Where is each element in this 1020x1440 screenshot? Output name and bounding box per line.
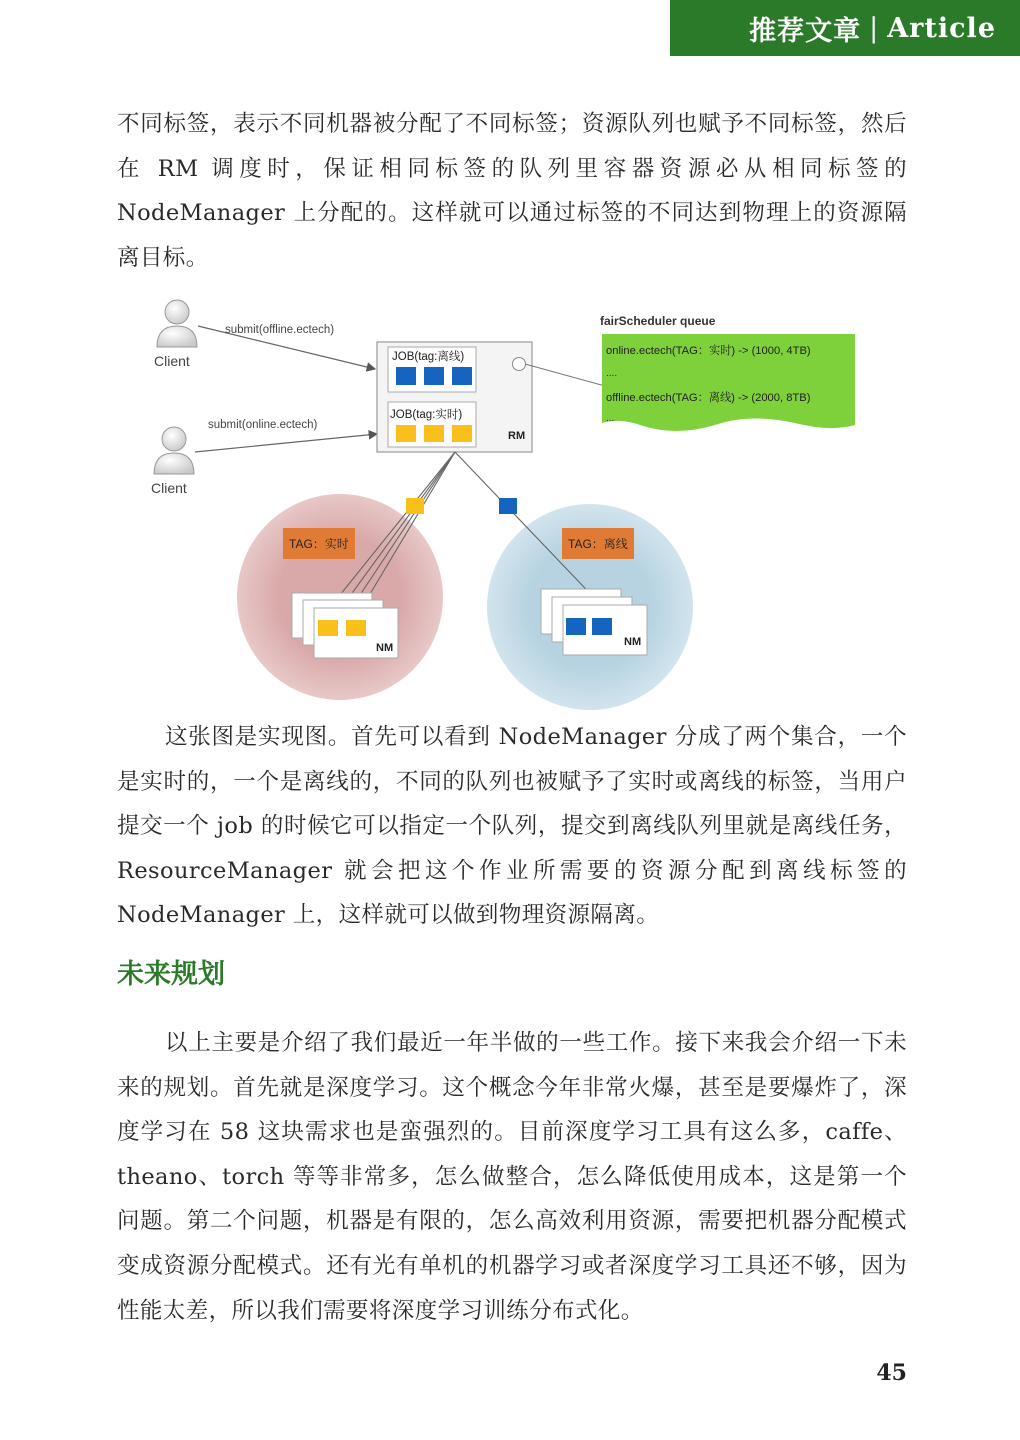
offline-container: [396, 367, 416, 385]
paragraph-3: 以上主要是介绍了我们最近一年半做的一些工作。接下来我会介绍一下未来的规划。首先就是深度学习。这个概念今年非常火爆，甚至是要爆炸了，深度学习在 58 这块需求也是蛮强烈的。目前深度学习工具有这么多，caffe、theano、torch 等等非常多，怎么做整合，怎么降低使用成本，这是第一个问题。第二个问题，机器是有限的，怎么高效利用资源，需要把机器分配模式变成资源分配模式。还有光有单机的机器学习或者深度学习工具还不够，因为性能太差，所以我们需要将深度学习训练分布式化。: [117, 1030, 907, 1324]
header-article-tab: [670, 0, 1020, 56]
header-section: 推荐文章: [749, 15, 862, 47]
submit-online-arrow: [195, 434, 377, 452]
header-separator: |: [869, 12, 880, 44]
client-top-icon: [157, 300, 197, 347]
submit-offline-label: submit(offline.ectech): [225, 324, 335, 336]
queue-online: online.ectech(TAG：实时) -> (1000, 4TB): [606, 345, 811, 357]
queue-dots-1: ....: [606, 368, 618, 379]
tag-offline-label: TAG：离线: [568, 537, 628, 551]
job-offline-label: JOB(tag:离线): [392, 351, 465, 363]
paragraph-2: 这张图是实现图。首先可以看到 NodeManager 分成了两个集合，一个是实时的，一个是离线的，不同的队列也被赋予了实时或离线的标签，当用户提交一个 job 的时候它可以指定一个队列，提交到离线队列里就是离线任务，ResourceManager 就会把这个作业所需要的资源分配到离线标签的 NodeManager 上，这样就可以做到物理资源隔离。: [117, 724, 907, 929]
rm-port: [513, 358, 526, 371]
realtime-container: [424, 425, 444, 442]
client-top-label: Client: [154, 353, 190, 369]
queue-dots-2: ...: [606, 413, 615, 424]
label-scheduling-diagram: [140, 292, 870, 717]
queue-offline: offline.ectech(TAG：离线) -> (2000, 8TB): [606, 392, 811, 404]
realtime-container: [396, 425, 416, 442]
offline-transfer-container: [499, 498, 517, 514]
rm-queue-connector: [525, 364, 605, 386]
nm-offline-label: NM: [624, 636, 642, 648]
client-bottom-icon: [154, 427, 194, 474]
section-title: 未来规划: [117, 959, 225, 990]
realtime-transfer-container: [406, 498, 424, 514]
rm-label: RM: [508, 430, 526, 442]
offline-container: [424, 367, 444, 385]
realtime-container: [452, 425, 472, 442]
queue-title: fairScheduler queue: [600, 314, 716, 328]
client-bottom-label: Client: [151, 480, 187, 496]
tag-realtime-label: TAG：实时: [289, 537, 349, 551]
paragraph-1: 不同标签，表示不同机器被分配了不同标签；资源队列也赋予不同标签，然后在 RM 调度时，保证相同标签的队列里容器资源必从相同标签的 NodeManager 上分配的。这样就可以通过标签的不同达到物理上的资源隔离目标。: [117, 111, 907, 271]
page-number: 45: [876, 1360, 907, 1386]
submit-online-label: submit(online.ectech): [208, 419, 318, 431]
offline-container: [452, 367, 472, 385]
header-label: Article: [887, 12, 996, 44]
nm-realtime-label: NM: [376, 642, 394, 654]
job-online-label: JOB(tag:实时): [390, 409, 463, 421]
